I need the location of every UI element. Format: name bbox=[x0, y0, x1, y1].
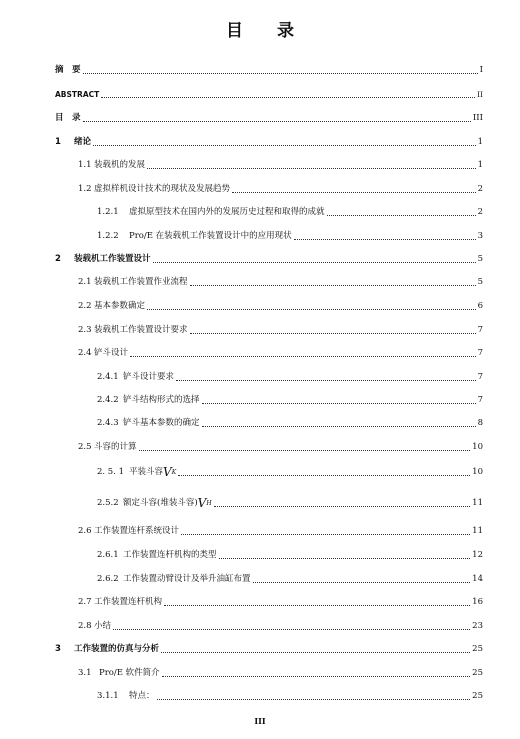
page-number-footer: III bbox=[254, 716, 266, 726]
toc-entry-text: 工作装置连杆机构的类型 bbox=[123, 550, 217, 560]
toc-entry[interactable] bbox=[78, 301, 483, 312]
toc-entry-number: 2.5.2 bbox=[97, 498, 119, 508]
toc-entry[interactable] bbox=[78, 160, 483, 171]
toc-entry[interactable] bbox=[78, 668, 483, 679]
toc-entry[interactable] bbox=[78, 621, 483, 632]
toc-entry-text: 装载机工作装置设计 bbox=[74, 254, 151, 264]
toc-entry[interactable] bbox=[55, 65, 483, 76]
toc-entry-page: 25 bbox=[472, 644, 483, 654]
dot-leader bbox=[190, 285, 476, 286]
dot-leader bbox=[147, 168, 476, 169]
dot-leader bbox=[139, 450, 471, 451]
toc-entry-page: 7 bbox=[477, 348, 483, 358]
toc-entry-page: 1 bbox=[477, 160, 483, 170]
toc-entry[interactable] bbox=[78, 348, 483, 359]
dot-leader bbox=[101, 97, 475, 98]
toc-entry-number: 2.4.1 bbox=[97, 372, 119, 382]
dot-leader bbox=[181, 534, 470, 535]
toc-entry-text: 工作装置连杆机构 bbox=[94, 597, 163, 607]
toc-entry-number: 目 录 bbox=[55, 113, 81, 123]
toc-entry-number: ABSTRACT bbox=[55, 90, 100, 99]
toc-entry-page: 6 bbox=[477, 301, 483, 311]
toc-entry-page: 11 bbox=[472, 498, 483, 508]
toc-entry-text: 铲斗设计 bbox=[94, 348, 129, 358]
math-subscript: K bbox=[171, 469, 177, 476]
toc-entry-text: 虚拟样机设计技术的现状及发展趋势 bbox=[94, 184, 231, 194]
toc-entry-text: 工作装置的仿真与分析 bbox=[74, 644, 160, 654]
toc-entry-number: 摘 要 bbox=[55, 65, 81, 75]
toc-entry-number: 2.4.2 bbox=[97, 395, 119, 405]
dot-leader bbox=[93, 145, 476, 146]
toc-entry-page: 16 bbox=[472, 597, 483, 607]
toc-entry-text: 铲斗基本参数的确定 bbox=[123, 418, 200, 428]
dot-leader bbox=[83, 73, 478, 74]
toc-entry-page: 14 bbox=[472, 574, 483, 584]
toc-entry-page: 25 bbox=[472, 668, 483, 678]
dot-leader bbox=[190, 333, 476, 334]
dot-leader bbox=[161, 652, 470, 653]
toc-entry[interactable] bbox=[97, 550, 483, 561]
toc-entry-page: 11 bbox=[472, 526, 483, 536]
toc-entry-page: II bbox=[477, 90, 483, 99]
toc-entry-page: 7 bbox=[477, 395, 483, 405]
toc-entry-text: 绪论 bbox=[74, 137, 92, 147]
toc-entry-page: 5 bbox=[477, 254, 483, 264]
toc-entry-number: 1.1 bbox=[78, 160, 92, 170]
toc-entry[interactable] bbox=[97, 691, 483, 702]
toc-entry-text: 工作装置连杆系统设计 bbox=[94, 526, 180, 536]
toc-entry-page: 10 bbox=[472, 442, 483, 452]
toc-entry-number: 2.2 bbox=[78, 301, 92, 311]
dot-leader bbox=[253, 582, 471, 583]
toc-entry-page: 2 bbox=[477, 184, 483, 194]
toc-entry-page: 2 bbox=[477, 207, 483, 217]
toc-entry-number: 2.3 bbox=[78, 325, 92, 335]
toc-entry-text: 基本参数确定 bbox=[94, 301, 146, 311]
toc-entry-text: 铲斗结构形式的选择 bbox=[123, 395, 200, 405]
dot-leader bbox=[219, 558, 471, 559]
toc-entry-number: 2.7 bbox=[78, 597, 92, 607]
toc-entry-page: 12 bbox=[472, 550, 483, 560]
toc-entry-number: 2.4 bbox=[78, 348, 92, 358]
toc-entry-text: 斗容的计算 bbox=[94, 442, 137, 452]
toc-entry-number: 3 bbox=[55, 644, 61, 654]
toc-entry-page: 7 bbox=[477, 372, 483, 382]
toc-entry-page: 3 bbox=[477, 231, 483, 241]
toc-entry[interactable] bbox=[97, 498, 483, 509]
toc-entry-text: 平装斗容 bbox=[129, 467, 164, 477]
toc-entry[interactable] bbox=[55, 113, 483, 124]
toc-entry-page: 25 bbox=[472, 691, 483, 701]
toc-entry[interactable] bbox=[78, 526, 483, 537]
math-variable: V bbox=[163, 465, 172, 479]
toc-entry-number: 2.6.1 bbox=[97, 550, 119, 560]
toc-entry-page: 10 bbox=[472, 467, 483, 477]
dot-leader bbox=[157, 699, 471, 700]
toc-entry-page: 1 bbox=[477, 137, 483, 147]
toc-entry[interactable] bbox=[78, 184, 483, 195]
dot-leader bbox=[232, 192, 476, 193]
dot-leader bbox=[153, 262, 476, 263]
toc-entry-text: Pro/E 在装载机工作装置设计中的应用现状 bbox=[129, 231, 292, 241]
dot-leader bbox=[130, 356, 476, 357]
toc-entry-page: 7 bbox=[477, 325, 483, 335]
toc-entry-text: 工作装置动臂设计及举升油缸布置 bbox=[123, 574, 251, 584]
toc-entry[interactable] bbox=[55, 137, 483, 148]
toc-entry[interactable] bbox=[97, 207, 483, 218]
toc-entry-number: 1.2.1 bbox=[97, 207, 119, 217]
toc-entry-page: 8 bbox=[477, 418, 483, 428]
dot-leader bbox=[202, 403, 476, 404]
page-title: 目 录 bbox=[226, 21, 308, 41]
dot-leader bbox=[147, 309, 476, 310]
toc-entry-text: 装载机工作装置作业流程 bbox=[94, 277, 188, 287]
dot-leader bbox=[327, 215, 476, 216]
toc-entry[interactable] bbox=[78, 325, 483, 336]
toc-entry-number: 1 bbox=[55, 137, 61, 147]
toc-entry-page: III bbox=[472, 113, 483, 123]
math-subscript: H bbox=[206, 500, 212, 507]
toc-entry-text: 虚拟原型技术在国内外的发展历史过程和取得的成就 bbox=[129, 207, 325, 217]
dot-leader bbox=[83, 121, 471, 122]
dot-leader bbox=[113, 629, 470, 630]
dot-leader bbox=[214, 506, 471, 507]
toc-entry-number: 2.6.2 bbox=[97, 574, 119, 584]
dot-leader bbox=[176, 380, 476, 381]
math-variable: V bbox=[197, 496, 207, 510]
toc-entry-number: 2 bbox=[55, 254, 61, 264]
toc-entry[interactable] bbox=[55, 254, 483, 265]
toc-entry[interactable] bbox=[97, 467, 483, 478]
toc-entry-number: 2.5 bbox=[78, 442, 92, 452]
toc-entry[interactable] bbox=[78, 597, 483, 608]
toc-entry-text: 铲斗设计要求 bbox=[123, 372, 175, 382]
dot-leader bbox=[164, 605, 470, 606]
toc-entry[interactable] bbox=[97, 418, 483, 429]
toc-entry-page: I bbox=[479, 65, 483, 75]
toc-entry-number: 1.2.2 bbox=[97, 231, 119, 241]
dot-leader bbox=[178, 475, 470, 476]
toc-entry-number: 2. 5. 1 bbox=[97, 467, 125, 477]
toc-entry-page: 23 bbox=[472, 621, 483, 631]
toc-entry-number: 2.1 bbox=[78, 277, 92, 287]
toc-entry[interactable] bbox=[97, 372, 483, 383]
toc-entry[interactable] bbox=[97, 574, 483, 585]
dot-leader bbox=[294, 239, 476, 240]
toc-entry-text: 装载机的发展 bbox=[94, 160, 146, 170]
toc-entry-text: 额定斗容(堆装斗容) bbox=[123, 498, 198, 508]
toc-entry-page: 5 bbox=[477, 277, 483, 287]
toc-entry[interactable] bbox=[55, 89, 483, 100]
toc-entry[interactable] bbox=[78, 442, 483, 453]
toc-entry-text: 装载机工作装置设计要求 bbox=[94, 325, 188, 335]
toc-entry[interactable] bbox=[97, 231, 483, 242]
toc-entry[interactable] bbox=[78, 277, 483, 288]
toc-entry[interactable] bbox=[97, 395, 483, 406]
toc-entry[interactable] bbox=[55, 644, 483, 655]
toc-entry-text: 小结 bbox=[94, 621, 112, 631]
toc-entry-number: 3.1.1 bbox=[97, 691, 119, 701]
toc-entry-number: 2.8 bbox=[78, 621, 92, 631]
dot-leader bbox=[202, 426, 476, 427]
toc-entry-text: Pro/E 软件简介 bbox=[99, 668, 160, 678]
toc-entry-number: 3.1 bbox=[78, 668, 92, 678]
toc-entry-text: 特点： bbox=[129, 691, 155, 701]
dot-leader bbox=[162, 676, 471, 677]
toc-entry-number: 1.2 bbox=[78, 184, 92, 194]
toc-entry-number: 2.4.3 bbox=[97, 418, 119, 428]
toc-entry-number: 2.6 bbox=[78, 526, 92, 536]
